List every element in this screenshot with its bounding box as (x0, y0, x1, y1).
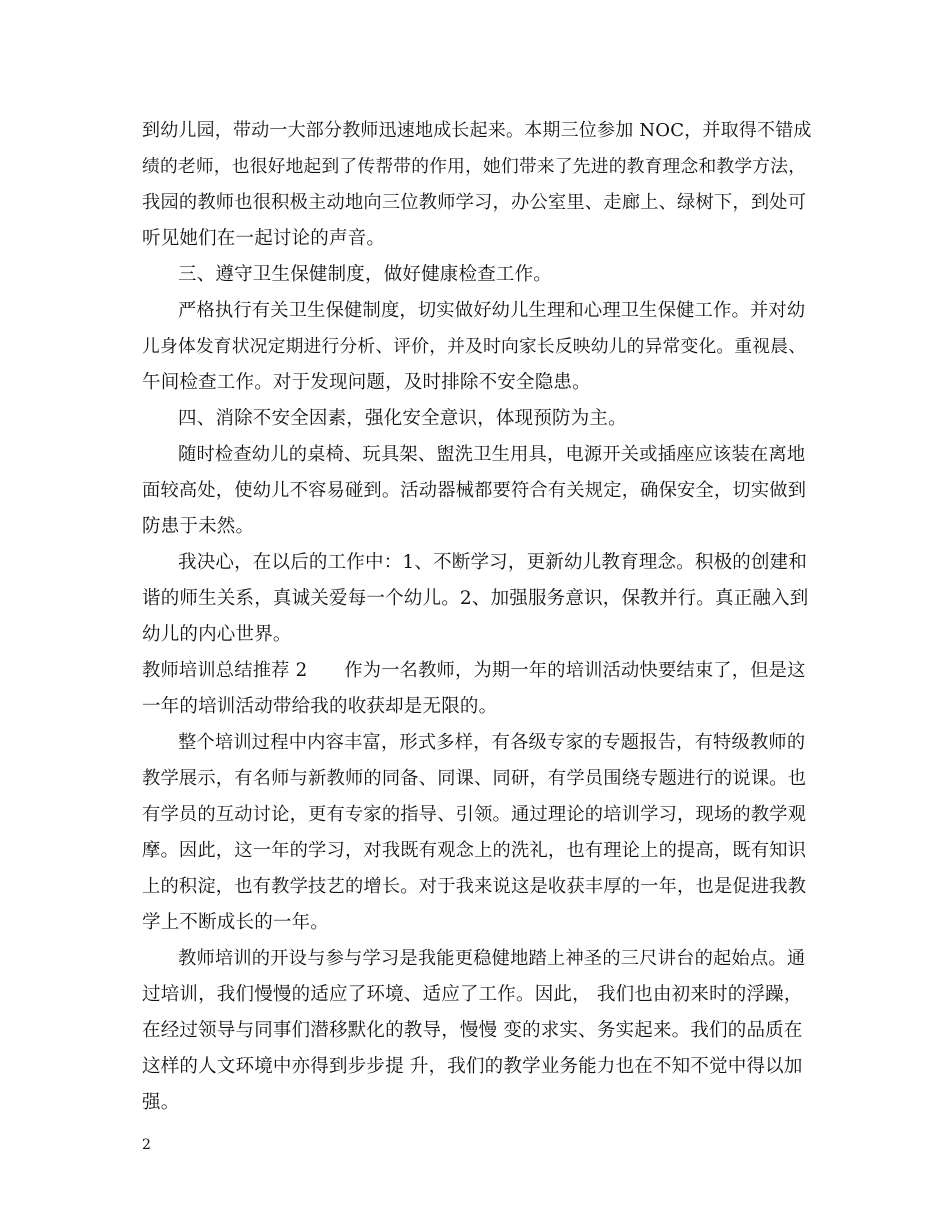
text-line: 一年的培训活动带给我的收获却是无限的。 (142, 696, 498, 717)
text-line: 这样的人文环境中亦得到步步提 升，我们的教学业务能力也在不知不觉中得以加 (142, 1056, 803, 1077)
text-line: 我决心，在以后的工作中：1、不断学习，更新幼儿教育理念。积极的创建和 (178, 552, 808, 573)
page-number: 2 (142, 1137, 151, 1153)
text-line: 严格执行有关卫生保健制度，切实做好幼儿生理和心理卫生保健工作。并对幼 (178, 300, 806, 321)
section-heading: 三、遵守卫生保健制度，做好健康检查工作。 (178, 264, 553, 285)
text-line: 到幼儿园，带动一大部分教师迅速地成长起来。本期三位参加 NOC，并取得不错成 (142, 120, 812, 141)
text-line: 我园的教师也很积极主动地向三位教师学习，办公室里、走廊上、绿树下，到处可 (142, 192, 807, 213)
text-line: 听见她们在一起讨论的声音。 (142, 228, 386, 249)
text-line: 教师培训的开设与参与学习是我能更稳健地踏上神圣的三尺讲台的起始点。通 (178, 948, 806, 969)
text-line: 午间检查工作。对于发现问题，及时排除不安全隐患。 (142, 372, 591, 393)
text-line: 儿身体发育状况定期进行分析、评价，并及时向家长反映幼儿的异常变化。重视晨、 (142, 337, 807, 357)
text-line: 教学展示，有名师与新教师的同备、同课、同研，有学员围绕专题进行的说课。也 (142, 768, 807, 789)
text-line: 幼儿的内心世界。 (142, 624, 292, 645)
text-line: 整个培训过程中内容丰富，形式多样，有各级专家的专题报告，有特级教师的 (178, 732, 806, 753)
text-line: 有学员的互动讨论，更有专家的指导、引领。通过理论的培训学习，现场的教学观 (142, 804, 807, 825)
text-line: 过培训，我们慢慢的适应了环境、适应了工作。因此， 我们也由初来时的浮躁， (142, 984, 803, 1005)
article-title-line: 教师培训总结推荐 2 作为一名教师，为期一年的培训活动快要结束了，但是这 (142, 660, 806, 681)
text-line: 随时检查幼儿的桌椅、玩具架、盥洗卫生用具，电源开关或插座应该装在离地 (178, 444, 806, 465)
text-line: 上的积淀，也有教学技艺的增长。对于我来说这是收获丰厚的一年，也是促进我教 (142, 876, 807, 897)
text-line: 强。 (142, 1092, 180, 1113)
text-line: 谐的师生关系，真诚关爱每一个幼儿。2、加强服务意识，保教并行。真正融入到 (142, 588, 809, 609)
text-line: 在经过领导与同事们潜移默化的教导，慢慢 变的求实、务实起来。我们的品质在 (142, 1020, 803, 1041)
text-line: 绩的老师，也很好地起到了传帮带的作用，她们带来了先进的教育理念和教学方法， (142, 157, 807, 177)
text-line: 摩。因此，这一年的学习，对我既有观念上的洗礼，也有理论上的提高，既有知识 (142, 840, 807, 861)
text-line: 面较高处，使幼儿不容易碰到。活动器械都要符合有关规定，确保安全，切实做到 (142, 480, 807, 501)
text-line: 防患于未然。 (142, 516, 255, 537)
section-heading: 四、消除不安全因素，强化安全意识，体现预防为主。 (178, 408, 627, 429)
text-line: 学上不断成长的一年。 (142, 912, 330, 933)
